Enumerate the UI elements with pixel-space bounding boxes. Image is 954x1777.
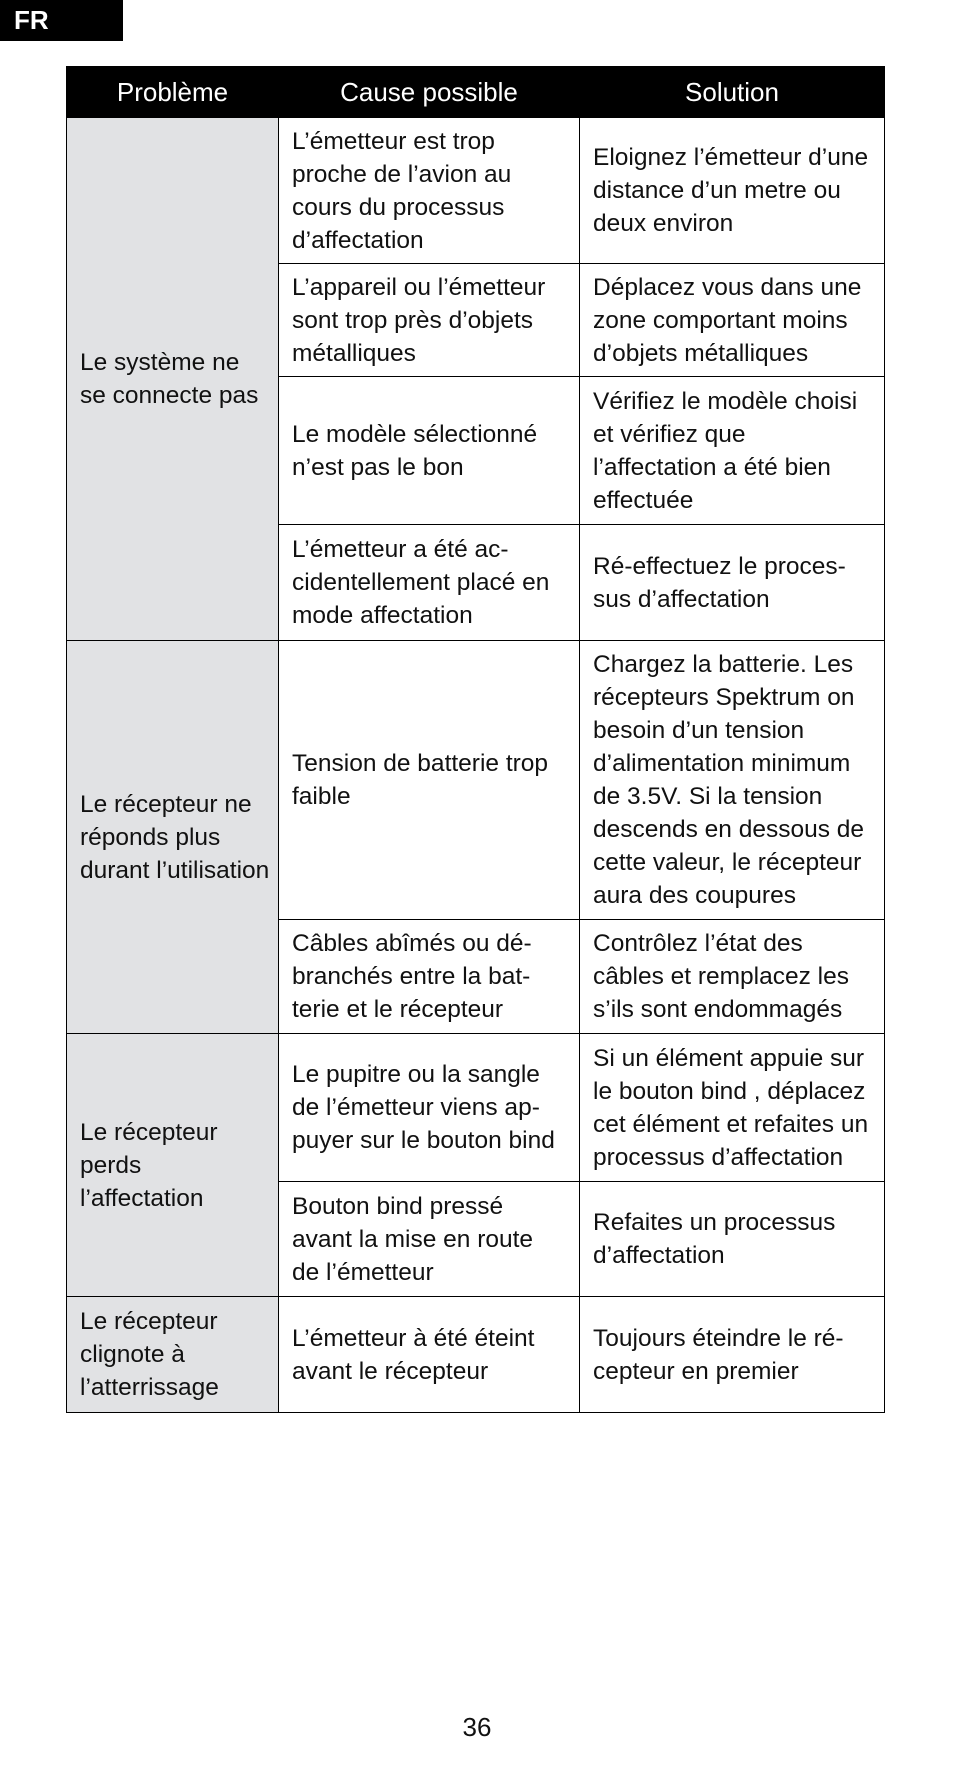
cause-cell: Le pupitre ou la sangle de l’émetteur viens ap-puyer sur le bouton bind [279, 1034, 580, 1182]
header-probleme: Problème [67, 67, 279, 118]
table-row [67, 1034, 885, 1182]
cause-cell: L’émetteur à été éteint avant le récepteur [279, 1297, 580, 1413]
table-header-row [67, 67, 885, 118]
solution-cell: Ré-effectuez le proces-sus d’affectation [580, 525, 885, 641]
solution-cell: Chargez la batterie. Les récepteurs Spektrum on besoin d’un tension d’alimentation minimum de 3.5V. Si la tension descends en dessous de cette valeur, le récepteur aura des coupures [580, 641, 885, 920]
page-number: 36 [462, 1712, 492, 1742]
solution-cell: Si un élément appuie sur le bouton bind , déplacez cet élément et refaites un processus d’affectation [580, 1034, 885, 1182]
solution-cell: Contrôlez l’état des câbles et remplacez les s’ils sont endommagés [580, 920, 885, 1034]
cause-cell: L’appareil ou l’émetteur sont trop près d’objets métalliques [279, 264, 580, 377]
header-solution: Solution [580, 67, 885, 118]
solution-cell: Vérifiez le modèle choisi et vérifiez que l’affectation a été bien effectuée [580, 377, 885, 525]
cause-cell: Tension de batterie trop faible [279, 641, 580, 920]
table-row [67, 1297, 885, 1413]
cause-cell: L’émetteur a été ac-cidentellement placé en mode affectation [279, 525, 580, 641]
language-tab: FR [0, 0, 123, 41]
solution-cell: Déplacez vous dans une zone comportant moins d’objets métalliques [580, 264, 885, 377]
cause-cell: Bouton bind pressé avant la mise en route de l’émetteur [279, 1182, 580, 1297]
cause-cell: L’émetteur est trop proche de l’avion au cours du processus d’affectation [279, 118, 580, 264]
problem-cell: Le récepteur ne réponds plus durant l’utilisation [67, 641, 279, 1034]
problem-cell: Le récepteur clignote à l’atterrissage [67, 1297, 279, 1413]
cause-cell: Le modèle sélectionné n’est pas le bon [279, 377, 580, 525]
solution-cell: Toujours éteindre le ré-cepteur en premier [580, 1297, 885, 1413]
table-row [67, 641, 885, 920]
cause-cell: Câbles abîmés ou dé-branchés entre la bat-terie et le récepteur [279, 920, 580, 1034]
table-row [67, 118, 885, 264]
solution-cell: Refaites un processus d’affectation [580, 1182, 885, 1297]
header-cause: Cause possible [279, 67, 580, 118]
troubleshooting-table [66, 66, 885, 1413]
solution-cell: Eloignez l’émetteur d’une distance d’un metre ou deux environ [580, 118, 885, 264]
problem-cell: Le système ne se connecte pas [67, 118, 279, 641]
problem-cell: Le récepteur perds l’affectation [67, 1034, 279, 1297]
